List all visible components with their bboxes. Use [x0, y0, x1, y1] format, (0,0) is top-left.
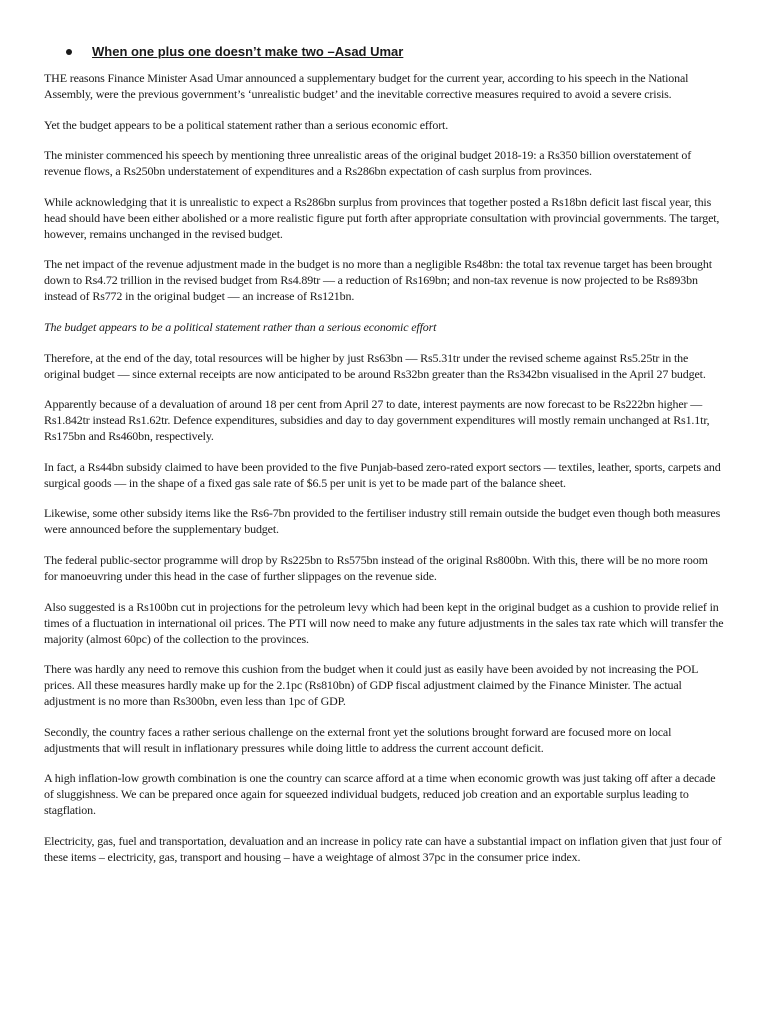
paragraph: There was hardly any need to remove this cushion from the budget when it could just as easily have been avoided by not increasing the POL prices. All these measures hardly make up for the 2.1pc (Rs810bn) of GDP fiscal adjustment claimed by the Finance Minister. The actual adjustment is no more than Rs300bn, even less than 1pc of GDP.	[44, 662, 698, 709]
paragraph: A high inflation-low growth combination is one the country can scarce afford at a time when economic growth was just taking off after a decade of sluggishness. We can be prepared once again for squeezed individual budgets, reduced job creation and an exportable surplus leading to stagflation.	[44, 771, 716, 818]
paragraph: Secondly, the country faces a rather serious challenge on the external front yet the solutions brought forward are focused more on local adjustments that will result in inflationary pressures while doing little to address the current account deficit.	[44, 724, 672, 755]
paragraph: In fact, a Rs44bn subsidy claimed to have been provided to the five Punjab-based zero-rated export sectors — textiles, leather, sports, carpets and surgical goods — in the shape of a fixed gas sale rate of $6.5 per unit is yet to be made part of the balance sheet.	[44, 459, 721, 490]
paragraph: Apparently because of a devaluation of around 18 per cent from April 27 to date, interest payments are now forecast to be Rs222bn higher — Rs1.842tr instead Rs1.62tr. Defence expenditures, subsidies and day to day government expenditures will mostly remain unchanged at Rs1.1tr, Rs175bn and Rs460bn, respectively.	[44, 397, 710, 444]
article-heading	[44, 44, 724, 60]
paragraph: The federal public-sector programme will drop by Rs225bn to Rs575bn instead of the original Rs800bn. With this, there will be no more room for manoeuvring under this head in the case of further slippages on the revenue side.	[44, 552, 708, 583]
paragraph: While acknowledging that it is unrealistic to expect a Rs286bn surplus from provinces that together posted a Rs18bn deficit last fiscal year, this head should have been either abolished or a more realistic figure put forth after appropriate consultation with provincial governments. The target, however, remains unchanged in the revised budget.	[44, 194, 720, 241]
pull-quote: The budget appears to be a political statement rather than a serious economic effort	[44, 319, 437, 334]
paragraph: The minister commenced his speech by mentioning three unrealistic areas of the original budget 2018-19: a Rs350 billion overstatement of revenue flows, a Rs250bn understatement of expenditures and a Rs286bn expectation of cash surplus from provinces.	[44, 148, 692, 179]
bullet-icon	[66, 49, 72, 55]
article-title: When one plus one doesn’t make two –Asad Umar	[92, 44, 404, 59]
paragraph: Electricity, gas, fuel and transportation, devaluation and an increase in policy rate can have a substantial impact on inflation given that just four of these items – electricity, gas, transport and housing – have a weightage of almost 37pc in the consumer price index.	[44, 833, 722, 864]
paragraph: Yet the budget appears to be a political statement rather than a serious economic effort.	[44, 117, 449, 132]
paragraph: Likewise, some other subsidy items like the Rs6-7bn provided to the fertiliser industry still remain outside the budget even though both measures were announced before the supplementary budget.	[44, 506, 721, 537]
paragraph: The net impact of the revenue adjustment made in the budget is no more than a negligible Rs48bn: the total tax revenue target has been brought down to Rs4.72 trillion in the revised budget from Rs4.89tr — a reduction of Rs169bn; and non-tax revenue is now projected to be Rs893bn instead of Rs772 in the original budget — an increase of Rs121bn.	[44, 257, 712, 304]
article-body	[44, 70, 724, 865]
paragraph: Therefore, at the end of the day, total resources will be higher by just Rs63bn — Rs5.31tr under the revised scheme against Rs5.25tr in the original budget — since external receipts are now anticipated to be around Rs32bn greater than the Rs342bn visualised in the April 27 budget.	[44, 350, 706, 381]
paragraph: THE reasons Finance Minister Asad Umar announced a supplementary budget for the current year, according to his speech in the National Assembly, were the previous government’s ‘unrealistic budget’ and the inevitable corrective measures required to avoid a severe crisis.	[44, 71, 689, 101]
paragraph: Also suggested is a Rs100bn cut in projections for the petroleum levy which had been kept in the original budget as a cushion to provide relief in times of a fluctuation in international oil prices. The PTI will now need to make any future adjustments in the sales tax rate which will transfer the majority (almost 60pc) of the collection to the provinces.	[44, 599, 724, 646]
